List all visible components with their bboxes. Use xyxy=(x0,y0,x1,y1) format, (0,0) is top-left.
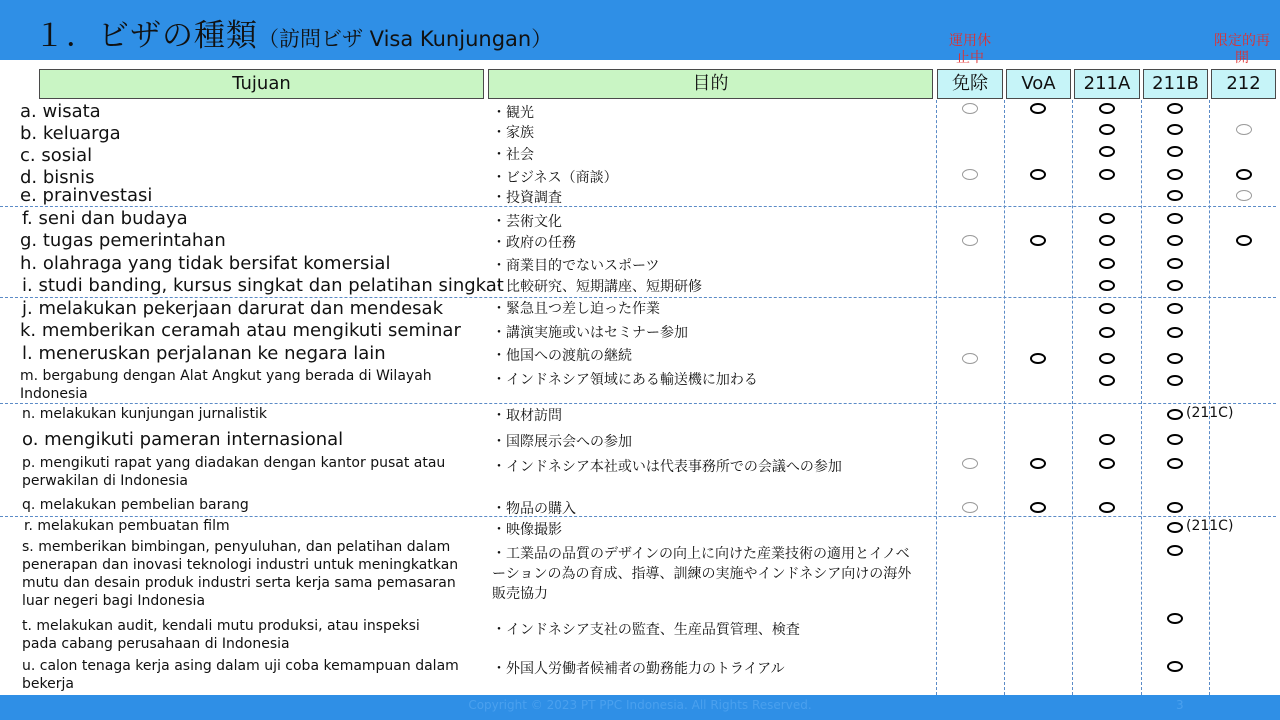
purpose-label: t. melakukan audit, kendali mutu produksi, atau inspeksi pada cabang perusahaan di Indonesia xyxy=(22,618,420,652)
suspended-circle-icon-exemption xyxy=(962,502,978,513)
available-circle-icon-211a xyxy=(1099,124,1115,135)
limited-note: 限定的再開 xyxy=(1214,33,1270,66)
purpose-jp: ・物品の購入 xyxy=(492,501,576,517)
available-circle-icon-211b xyxy=(1167,146,1183,157)
available-circle-icon-212 xyxy=(1236,235,1252,246)
available-circle-icon-211b xyxy=(1167,353,1183,364)
available-circle-icon-211b xyxy=(1167,258,1183,269)
available-circle-icon-211b xyxy=(1167,235,1183,246)
available-circle-icon-211b xyxy=(1167,103,1183,114)
purpose-jp: ・講演実施或いはセミナー参加 xyxy=(492,325,688,341)
available-circle-icon-212 xyxy=(1236,169,1252,180)
purpose-jp: ・商業目的でないスポーツ xyxy=(492,258,660,274)
header-211b: 211B xyxy=(1143,69,1208,99)
suspended-circle-icon-exemption xyxy=(962,458,978,469)
purpose-jp: ・国際展示会への参加 xyxy=(492,434,632,450)
purpose-label: g. tugas pemerintahan xyxy=(20,230,226,251)
available-circle-icon-211a xyxy=(1099,353,1115,364)
column-divider xyxy=(936,100,937,695)
purpose-label: l. meneruskan perjalanan ke negara lain xyxy=(22,343,386,364)
available-circle-icon-211b xyxy=(1167,169,1183,180)
group-divider xyxy=(0,206,1276,207)
purpose-label: e. prainvestasi xyxy=(20,185,153,206)
available-circle-icon-211b xyxy=(1167,280,1183,291)
purpose-label: o. mengikuti pameran internasional xyxy=(22,429,344,450)
purpose-label: d. bisnis xyxy=(20,167,95,188)
purpose-label: u. calon tenaga kerja asing dalam uji coba kemampuan dalam bekerja xyxy=(22,658,459,692)
available-circle-icon-211a xyxy=(1099,327,1115,338)
available-circle-icon-211a xyxy=(1099,458,1115,469)
purpose-jp: ・政府の任務 xyxy=(492,235,576,251)
purpose-jp: ・芸術文化 xyxy=(492,214,562,230)
purpose-jp: ・観光 xyxy=(492,105,534,121)
purpose-label: n. melakukan kunjungan jurnalistik xyxy=(22,406,267,422)
available-circle-icon-voa xyxy=(1030,353,1046,364)
available-circle-icon-voa xyxy=(1030,458,1046,469)
column-divider xyxy=(1209,100,1210,695)
header-exemption: 免除 xyxy=(937,69,1003,99)
visa-suffix: (211C) xyxy=(1186,405,1234,421)
purpose-label: m. bergabung dengan Alat Angkut yang berada di Wilayah Indonesia xyxy=(20,368,432,402)
purpose-jp: ・緊急且つ差し迫った作業 xyxy=(492,301,660,317)
available-circle-icon-211a xyxy=(1099,375,1115,386)
header-211a: 211A xyxy=(1074,69,1140,99)
purpose-label: h. olahraga yang tidak bersifat komersial xyxy=(20,253,391,274)
available-circle-icon-211b xyxy=(1167,522,1183,533)
available-circle-icon-211b xyxy=(1167,124,1183,135)
suspended-circle-icon-212 xyxy=(1236,124,1252,135)
column-divider xyxy=(1004,100,1005,695)
available-circle-icon-211a xyxy=(1099,146,1115,157)
page-title: １．ビザの種類（訪問ビザ Visa Kunjungan） xyxy=(34,18,553,54)
available-circle-icon-211a xyxy=(1099,280,1115,291)
available-circle-icon-voa xyxy=(1030,169,1046,180)
available-circle-icon-211a xyxy=(1099,169,1115,180)
purpose-label: j. melakukan pekerjaan darurat dan mendesak xyxy=(22,298,443,319)
purpose-label: i. studi banding, kursus singkat dan pelatihan singkat xyxy=(22,275,504,296)
purpose-label: q. melakukan pembelian barang xyxy=(22,497,249,513)
purpose-jp: ・外国人労働者候補者の勤務能力のトライアル xyxy=(492,661,785,677)
available-circle-icon-211b xyxy=(1167,375,1183,386)
page-subtitle: （訪問ビザ Visa Kunjungan） xyxy=(258,27,553,51)
purpose-jp: ・投資調査 xyxy=(492,190,562,206)
header-212: 212 xyxy=(1211,69,1276,99)
available-circle-icon-voa xyxy=(1030,502,1046,513)
available-circle-icon-211b xyxy=(1167,613,1183,624)
purpose-jp: ・ビジネス（商談） xyxy=(492,170,618,186)
available-circle-icon-211b xyxy=(1167,303,1183,314)
copyright-text: Copyright © 2023 PT PPC Indonesia. All Rights Reserved. xyxy=(468,698,812,712)
page-number: 3 xyxy=(1176,698,1184,712)
available-circle-icon-211a xyxy=(1099,213,1115,224)
purpose-jp: ・取材訪問 xyxy=(492,408,562,424)
available-circle-icon-211a xyxy=(1099,434,1115,445)
available-circle-icon-211a xyxy=(1099,502,1115,513)
purpose-jp: ・インドネシア領域にある輸送機に加わる xyxy=(492,372,758,388)
purpose-label: f. seni dan budaya xyxy=(22,208,188,229)
purpose-jp: ・家族 xyxy=(492,125,534,141)
available-circle-icon-211a xyxy=(1099,235,1115,246)
available-circle-icon-211a xyxy=(1099,303,1115,314)
purpose-jp: ・比較研究、短期講座、短期研修 xyxy=(492,279,702,295)
purpose-jp: ・社会 xyxy=(492,147,534,163)
available-circle-icon-211b xyxy=(1167,409,1183,420)
available-circle-icon-211b xyxy=(1167,190,1183,201)
suspended-circle-icon-exemption xyxy=(962,353,978,364)
available-circle-icon-voa xyxy=(1030,235,1046,246)
purpose-label: r. melakukan pembuatan film xyxy=(24,518,230,534)
purpose-label: k. memberikan ceramah atau mengikuti seminar xyxy=(20,320,461,341)
available-circle-icon-211a xyxy=(1099,258,1115,269)
purpose-jp: ・インドネシア支社の監査、生産品質管理、検査 xyxy=(492,622,800,638)
available-circle-icon-211b xyxy=(1167,661,1183,672)
header-tujuan: Tujuan xyxy=(39,69,484,99)
suspended-circle-icon-exemption xyxy=(962,103,978,114)
purpose-label: b. keluarga xyxy=(20,123,121,144)
suspended-circle-icon-212 xyxy=(1236,190,1252,201)
header-voa: VoA xyxy=(1006,69,1071,99)
available-circle-icon-211b xyxy=(1167,502,1183,513)
available-circle-icon-voa xyxy=(1030,103,1046,114)
available-circle-icon-211b xyxy=(1167,213,1183,224)
available-circle-icon-211b xyxy=(1167,327,1183,338)
column-divider xyxy=(1141,100,1142,695)
purpose-label: c. sosial xyxy=(20,145,93,166)
column-divider xyxy=(1072,100,1073,695)
purpose-jp: ・工業品の品質のデザインの向上に向けた産業技術の適用とイノベーションの為の育成、指導、訓練の実施やインドネシア向けの海外販売協力 xyxy=(492,546,912,602)
available-circle-icon-211b xyxy=(1167,545,1183,556)
purpose-jp: ・他国への渡航の継続 xyxy=(492,348,632,364)
suspended-circle-icon-exemption xyxy=(962,235,978,246)
available-circle-icon-211b xyxy=(1167,458,1183,469)
exemption-note: 運用休止中 xyxy=(949,33,991,66)
available-circle-icon-211a xyxy=(1099,103,1115,114)
visa-suffix: (211C) xyxy=(1186,518,1234,534)
group-divider xyxy=(0,403,1276,404)
purpose-label: a. wisata xyxy=(20,101,101,122)
purpose-jp: ・インドネシア本社或いは代表事務所での会議への参加 xyxy=(492,459,842,475)
purpose-jp: ・映像撮影 xyxy=(492,522,562,538)
suspended-circle-icon-exemption xyxy=(962,169,978,180)
header-mokuteki: 目的 xyxy=(488,69,933,99)
available-circle-icon-211b xyxy=(1167,434,1183,445)
purpose-label: s. memberikan bimbingan, penyuluhan, dan pelatihan dalam penerapan dan inovasi teknologi industri untuk meningkatkan mutu dan desain produk industri serta kerja sama pemasaran luar negeri bagi Indonesia xyxy=(22,539,459,609)
purpose-label: p. mengikuti rapat yang diadakan dengan kantor pusat atau perwakilan di Indonesia xyxy=(22,455,446,489)
